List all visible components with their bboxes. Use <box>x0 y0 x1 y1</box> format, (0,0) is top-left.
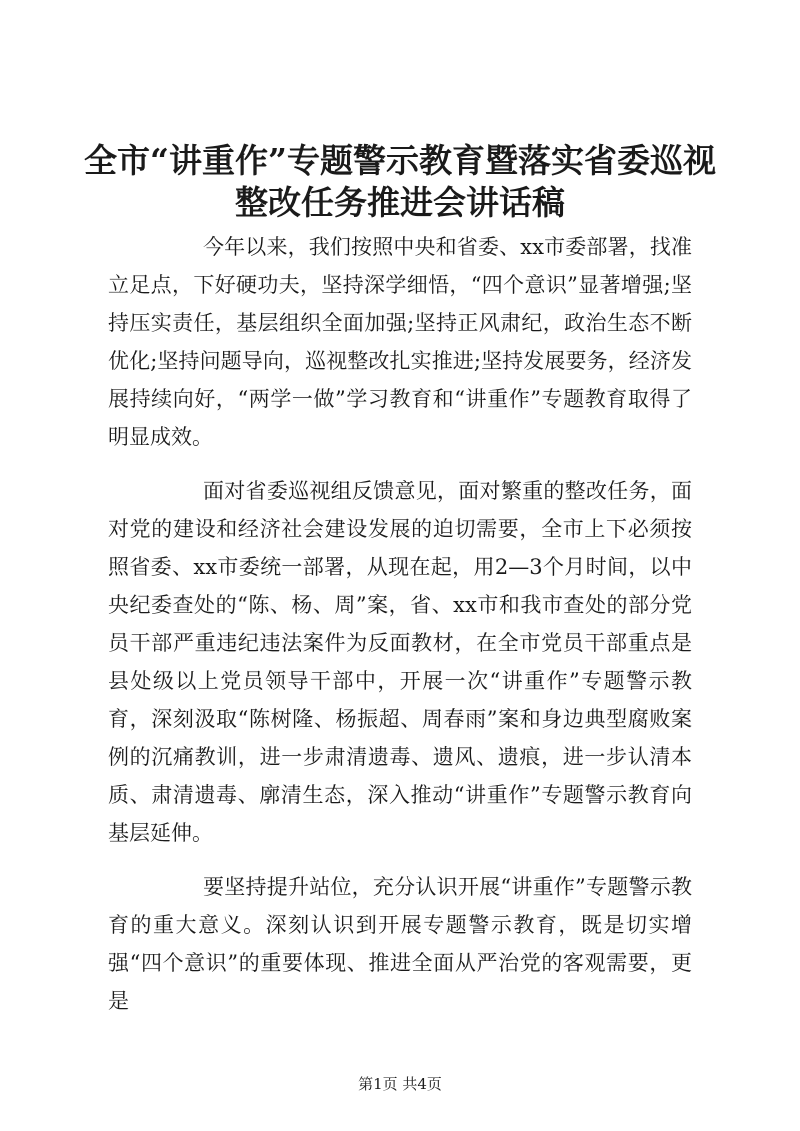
title-line-1: 全市“讲重作”专题警示教育暨落实省委巡视 <box>84 141 716 180</box>
paragraph-2: 面对省委巡视组反馈意见，面对繁重的整改任务，面对党的建设和经济社会建设发展的迫切需要，全市上下必须按照省委、xx市委统一部署，从现在起，用2—3个月时间，以中央纪委查处的“陈、杨、周”案，省、xx市和我市查处的部分党员干部严重违纪违法案件为反面教材，在全市党员干部重点是县处级以上党员领导干部中，开展一次“讲重作”专题警示教育，深刻汲取“陈树隆、杨振超、周春雨”案和身边典型腐败案例的沉痛教训，进一步肃清遗毒、遗风、遗痕，进一步认清本质、肃清遗毒、廓清生态，深入推动“讲重作”专题警示教育向基层延伸。 <box>108 479 692 845</box>
paragraph-3: 要坚持提升站位，充分认识开展“讲重作”专题警示教育的重大意义。深刻认识到开展专题警示教育，既是切实增强“四个意识”的重要体现、推进全面从严治党的客观需要，更是 <box>108 875 692 1013</box>
document-body <box>108 228 692 1020</box>
title-line-2: 整改任务推进会讲话稿 <box>235 183 565 222</box>
paragraph-1: 今年以来，我们按照中央和省委、xx市委部署，找准立足点，下好硬功夫，坚持深学细悟，“四个意识”显著增强;坚持压实责任，基层组织全面加强;坚持正风肃纪，政治生态不断优化;坚持问题导向，巡视整改扎实推进;坚持发展要务，经济发展持续向好，“两学一做”学习教育和“讲重作”专题教育取得了明显成效。 <box>108 235 692 449</box>
document-title <box>80 140 720 224</box>
page-footer: 第1页 共4页 <box>358 1075 442 1093</box>
